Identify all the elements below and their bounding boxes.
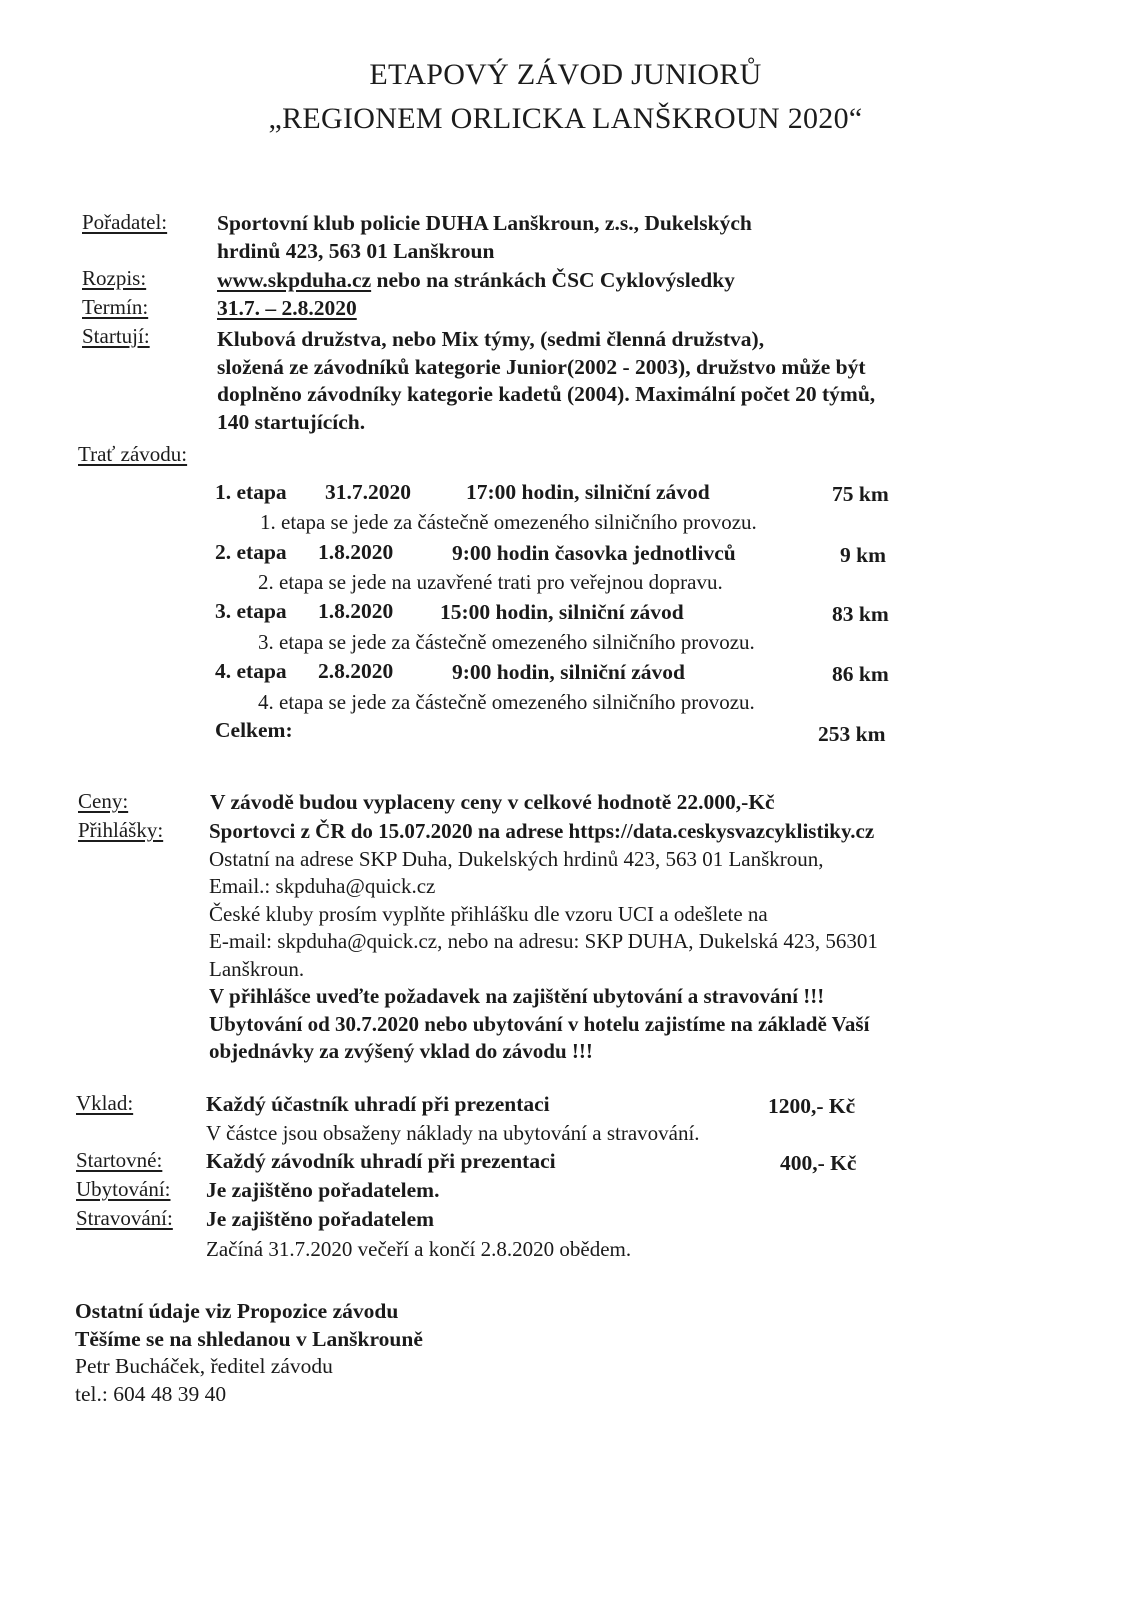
startuji-line: doplněno závodníky kategorie kadetů (2004). Maximální počet 20 týmů, — [217, 382, 876, 406]
prihlasky-line-5: E-mail: skpduha@quick.cz, nebo na adresu: SKP DUHA, Dukelská 423, 56301 — [209, 929, 878, 953]
footer-line-4: tel.: 604 48 39 40 — [75, 1381, 227, 1406]
label-rozpis: Rozpis: — [82, 266, 147, 290]
startuji-value — [217, 326, 875, 436]
stage-2-name: 2. etapa — [215, 540, 287, 564]
stage-1-name: 1. etapa — [215, 480, 287, 504]
title-line-2: „REGIONEM ORLICKA LANŠKROUN 2020“ — [268, 102, 863, 135]
poradatel-line: Sportovní klub policie DUHA Lanškroun, z.s., Dukelských — [217, 211, 752, 235]
rozpis-link[interactable]: www.skpduha.cz — [217, 268, 372, 292]
stage-3-desc: 15:00 hodin, silniční závod — [440, 600, 684, 624]
stage-1-desc: 17:00 hodin, silniční závod — [466, 480, 710, 504]
vklad-value: Každý účastník uhradí při prezentaci — [206, 1092, 550, 1116]
stage-1-date: 31.7.2020 — [325, 480, 411, 504]
footer-line-3: Petr Bucháček, ředitel závodu — [75, 1354, 333, 1378]
label-startovne: Startovné: — [76, 1148, 163, 1172]
poradatel-line: hrdinů 423, 563 01 Lanškroun — [217, 238, 495, 263]
footer-line-2: Těšíme se na shledanou v Lanškrouně — [75, 1326, 423, 1351]
vklad-note: V částce jsou obsaženy náklady na ubytování a stravování. — [206, 1121, 700, 1145]
label-trat: Trať závodu: — [78, 442, 188, 466]
startovne-amount: 400,- Kč — [780, 1151, 857, 1175]
footer-line-1: Ostatní údaje viz Propozice závodu — [75, 1299, 399, 1323]
stage-4-km: 86 km — [832, 662, 889, 686]
ceny-value: V závodě budou vyplaceny ceny v celkové hodnotě 22.000,-Kč — [210, 790, 775, 814]
stage-3-date: 1.8.2020 — [318, 599, 394, 623]
label-stravovani: Stravování: — [76, 1206, 173, 1230]
stage-2-desc: 9:00 hodin časovka jednotlivců — [452, 541, 736, 565]
prihlasky-value — [209, 818, 878, 1066]
label-prihlasky: Přihlášky: — [78, 818, 164, 842]
vklad-amount: 1200,- Kč — [768, 1094, 856, 1118]
stage-3-name: 3. etapa — [215, 599, 287, 623]
stage-1-note: 1. etapa se jede za částečně omezeného silničního provozu. — [260, 510, 757, 534]
total-label: Celkem: — [215, 718, 293, 742]
prihlasky-bold-3: objednávky za zvýšený vklad do závodu !!! — [209, 1039, 593, 1063]
rozpis-rest: nebo na stránkách ČSC Cyklovýsledky — [371, 268, 735, 292]
startovne-value: Každý závodník uhradí při prezentaci — [206, 1149, 556, 1173]
label-poradatel: Pořadatel: — [82, 210, 168, 234]
stage-4-date: 2.8.2020 — [318, 659, 394, 683]
label-ceny: Ceny: — [78, 789, 129, 813]
prihlasky-line-6: Lanškroun. — [209, 956, 305, 981]
prihlasky-line-1: Sportovci z ČR do 15.07.2020 na adrese https://data.ceskysvazcyklistiky.cz — [209, 819, 875, 843]
stage-1-km: 75 km — [832, 482, 889, 506]
prihlasky-bold-1: V přihlášce uveďte požadavek na zajištění ubytování a stravování !!! — [209, 984, 825, 1008]
stage-2-date: 1.8.2020 — [318, 540, 394, 564]
total-km: 253 km — [818, 722, 886, 746]
stage-2-note: 2. etapa se jede na uzavřené trati pro veřejnou dopravu. — [258, 570, 723, 594]
stage-4-note: 4. etapa se jede za částečně omezeného silničního provozu. — [258, 690, 755, 714]
ubytovani-value: Je zajištěno pořadatelem. — [206, 1178, 440, 1202]
prihlasky-line-3: Email.: skpduha@quick.cz — [209, 874, 436, 898]
startuji-line: 140 startujících. — [217, 409, 366, 434]
stage-3-note: 3. etapa se jede za částečně omezeného silničního provozu. — [258, 630, 755, 654]
prihlasky-line-4: České kluby prosím vyplňte přihlášku dle vzoru UCI a odešlete na — [209, 901, 768, 926]
stravovani-value: Je zajištěno pořadatelem — [206, 1207, 435, 1231]
label-vklad: Vklad: — [76, 1091, 134, 1115]
footer — [75, 1298, 423, 1408]
stage-2-km: 9 km — [840, 543, 886, 567]
termin-value: 31.7. – 2.8.2020 — [217, 296, 357, 320]
stage-4-name: 4. etapa — [215, 659, 287, 683]
label-ubytovani: Ubytování: — [76, 1177, 171, 1201]
stage-3-km: 83 km — [832, 602, 889, 626]
label-startuji: Startují: — [82, 324, 150, 348]
stravovani-note: Začíná 31.7.2020 večeří a končí 2.8.2020 obědem. — [206, 1237, 632, 1261]
prihlasky-bold-2: Ubytování od 30.7.2020 nebo ubytování v hotelu zajistíme na základě Vaší — [209, 1011, 870, 1036]
prihlasky-line-2: Ostatní na adrese SKP Duha, Dukelských hrdinů 423, 563 01 Lanškroun, — [209, 846, 824, 871]
startuji-line: Klubová družstva, nebo Mix týmy, (sedmi členná družstva), — [217, 327, 765, 351]
startuji-line: složená ze závodníků kategorie Junior(2002 - 2003), družstvo může být — [217, 354, 866, 379]
stage-4-desc: 9:00 hodin, silniční závod — [452, 660, 685, 684]
poradatel-value — [217, 210, 752, 265]
rozpis-value — [217, 268, 735, 293]
title-line-1: ETAPOVÝ ZÁVOD JUNIORŮ — [369, 58, 762, 91]
label-termin: Termín: — [82, 295, 149, 319]
